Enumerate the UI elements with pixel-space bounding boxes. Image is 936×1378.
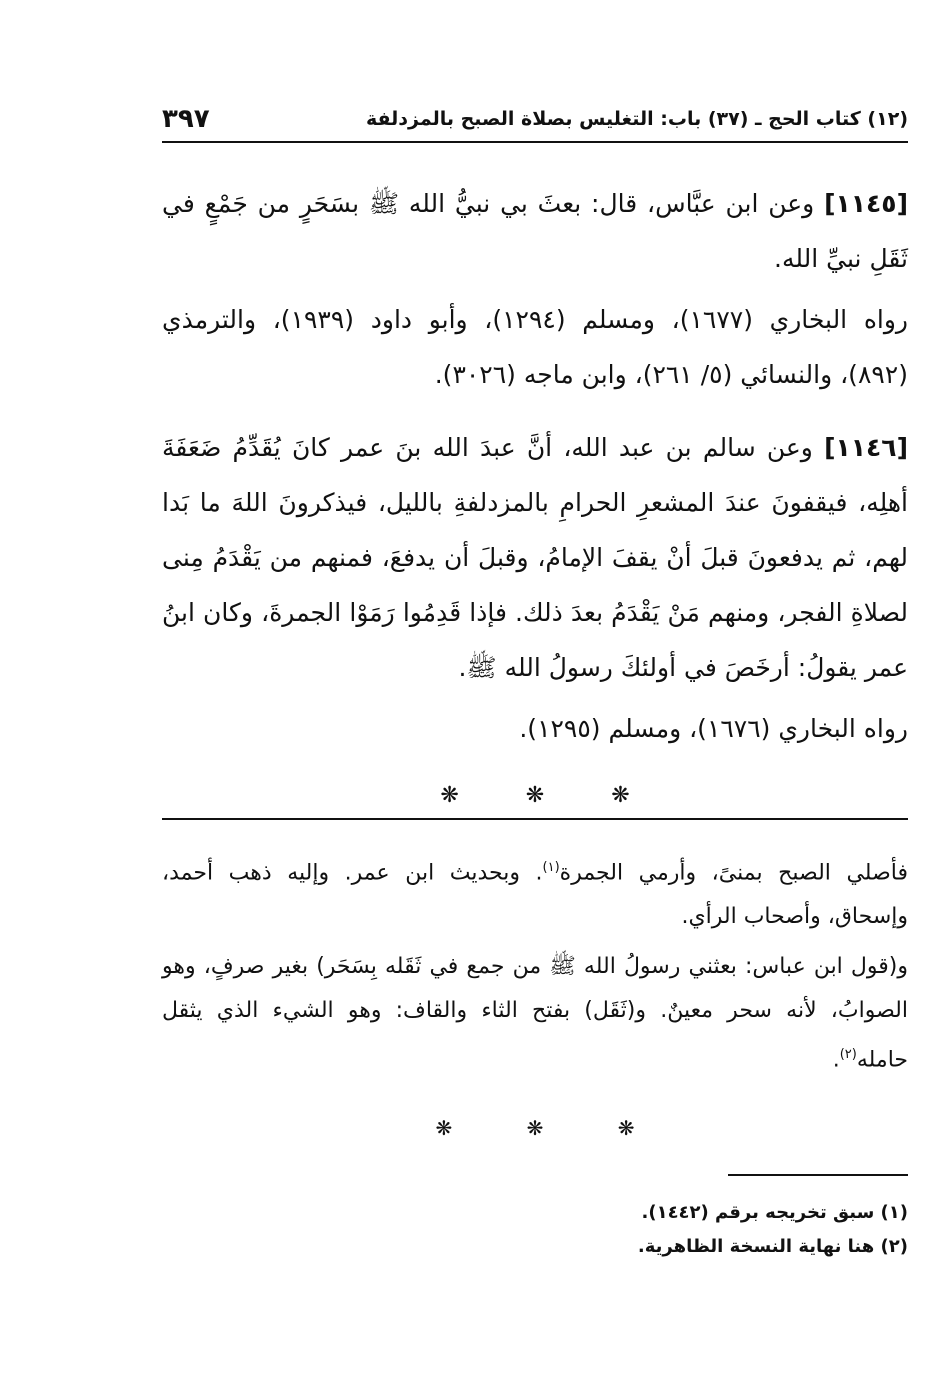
commentary-separator — [162, 1116, 908, 1140]
commentary-divider — [162, 818, 908, 820]
asterism-icon: ❋ — [440, 783, 459, 808]
footnote: (٢) هنا نهاية النسخة الظاهرية. — [637, 1236, 908, 1257]
asterism-icon: ❋ — [611, 783, 630, 808]
commentary — [162, 846, 908, 1083]
hadith-source: رواه البخاري (١٦٧٦)، ومسلم (١٢٩٥). — [519, 714, 908, 743]
hadith-number: [١١٤٥] — [824, 189, 908, 218]
commentary-paragraph — [162, 945, 908, 1082]
footnote-divider — [728, 1174, 908, 1176]
section-separator — [162, 776, 908, 816]
running-header — [162, 104, 908, 140]
asterism-icon: ❋ — [526, 1116, 544, 1140]
commentary-paragraph — [162, 846, 908, 939]
hadith-1145 — [162, 176, 908, 286]
main-text — [162, 176, 908, 816]
commentary-text: و(قول ابن عباس: بعثني رسولُ الله ﷺ من جمع في ثَقَله بِسَحَر) بغير صرفٍ، وهو الصوابُ، لأنه سحر معينٌ. و(ثَقَل) بفتح الثاء والقاف: وهو الشيء الذي يثقل حامله — [162, 954, 908, 1073]
hadith-number: [١١٤٦] — [824, 433, 908, 462]
hadith-1146 — [162, 420, 908, 695]
chapter-title: (١٢) كتاب الحج ـ (٣٧) باب: التغليس بصلاة الصبح بالمزدلفة — [365, 108, 908, 130]
hadith-source: رواه البخاري (١٦٧٧)، ومسلم (١٢٩٤)، وأبو داود (١٩٣٩)، والترمذي (٨٩٢)، والنسائي (٥/ ٢٦١)، وابن ماجه (٣٠٢٦). — [162, 305, 909, 389]
header-divider — [162, 141, 908, 143]
commentary-text: . — [832, 1047, 840, 1073]
commentary-text: . وبحديث ابن عمر. وإليه ذهب أحمد، وإسحاق، وأصحاب الرأي. — [162, 860, 908, 930]
footnote: (١) سبق تخريجه برقم (١٤٤٢). — [641, 1202, 908, 1223]
asterism-icon: ❋ — [435, 1116, 453, 1140]
hadith-text: وعن ابن عبَّاس، قال: بعثَ بي نبيُّ الله ﷺ بسَحَرٍ من جَمْعٍ في ثَقَلِ نبيِّ الله. — [162, 189, 908, 273]
footnotes — [162, 1196, 908, 1264]
footnote-ref: (١) — [542, 860, 560, 875]
asterism-icon: ❋ — [617, 1116, 635, 1140]
commentary-text: فأصلي الصبح بمنىً، وأرمي الجمرة — [559, 860, 908, 886]
footnote-ref: (٢) — [839, 1047, 857, 1063]
page-number: ٣٩٧ — [162, 104, 210, 134]
asterism-icon: ❋ — [525, 783, 545, 808]
hadith-text: وعن سالم بن عبد الله، أنَّ عبدَ الله بنَ عمر كانَ يُقَدِّمُ ضَعَفَةَ أهلِه، فيقفونَ عندَ المشعرِ الحرامِ بالمزدلفةِ بالليل، فيذكرونَ اللهَ ما بَدا لهم، ثم يدفعونَ قبلَ أنْ يقفَ الإمامُ، وقبلَ أن يدفعَ، فمنهم من يَقْدَمُ مِنى لصلاةِ الفجر، ومنهم مَنْ يَقْدَمُ بعدَ ذلك. فإذا قَدِمُوا رَمَوْا الجمرةَ، وكان ابنُ عمر يقولُ: أرخَصَ في أولئكَ رسولُ الله ﷺ. — [162, 433, 908, 682]
